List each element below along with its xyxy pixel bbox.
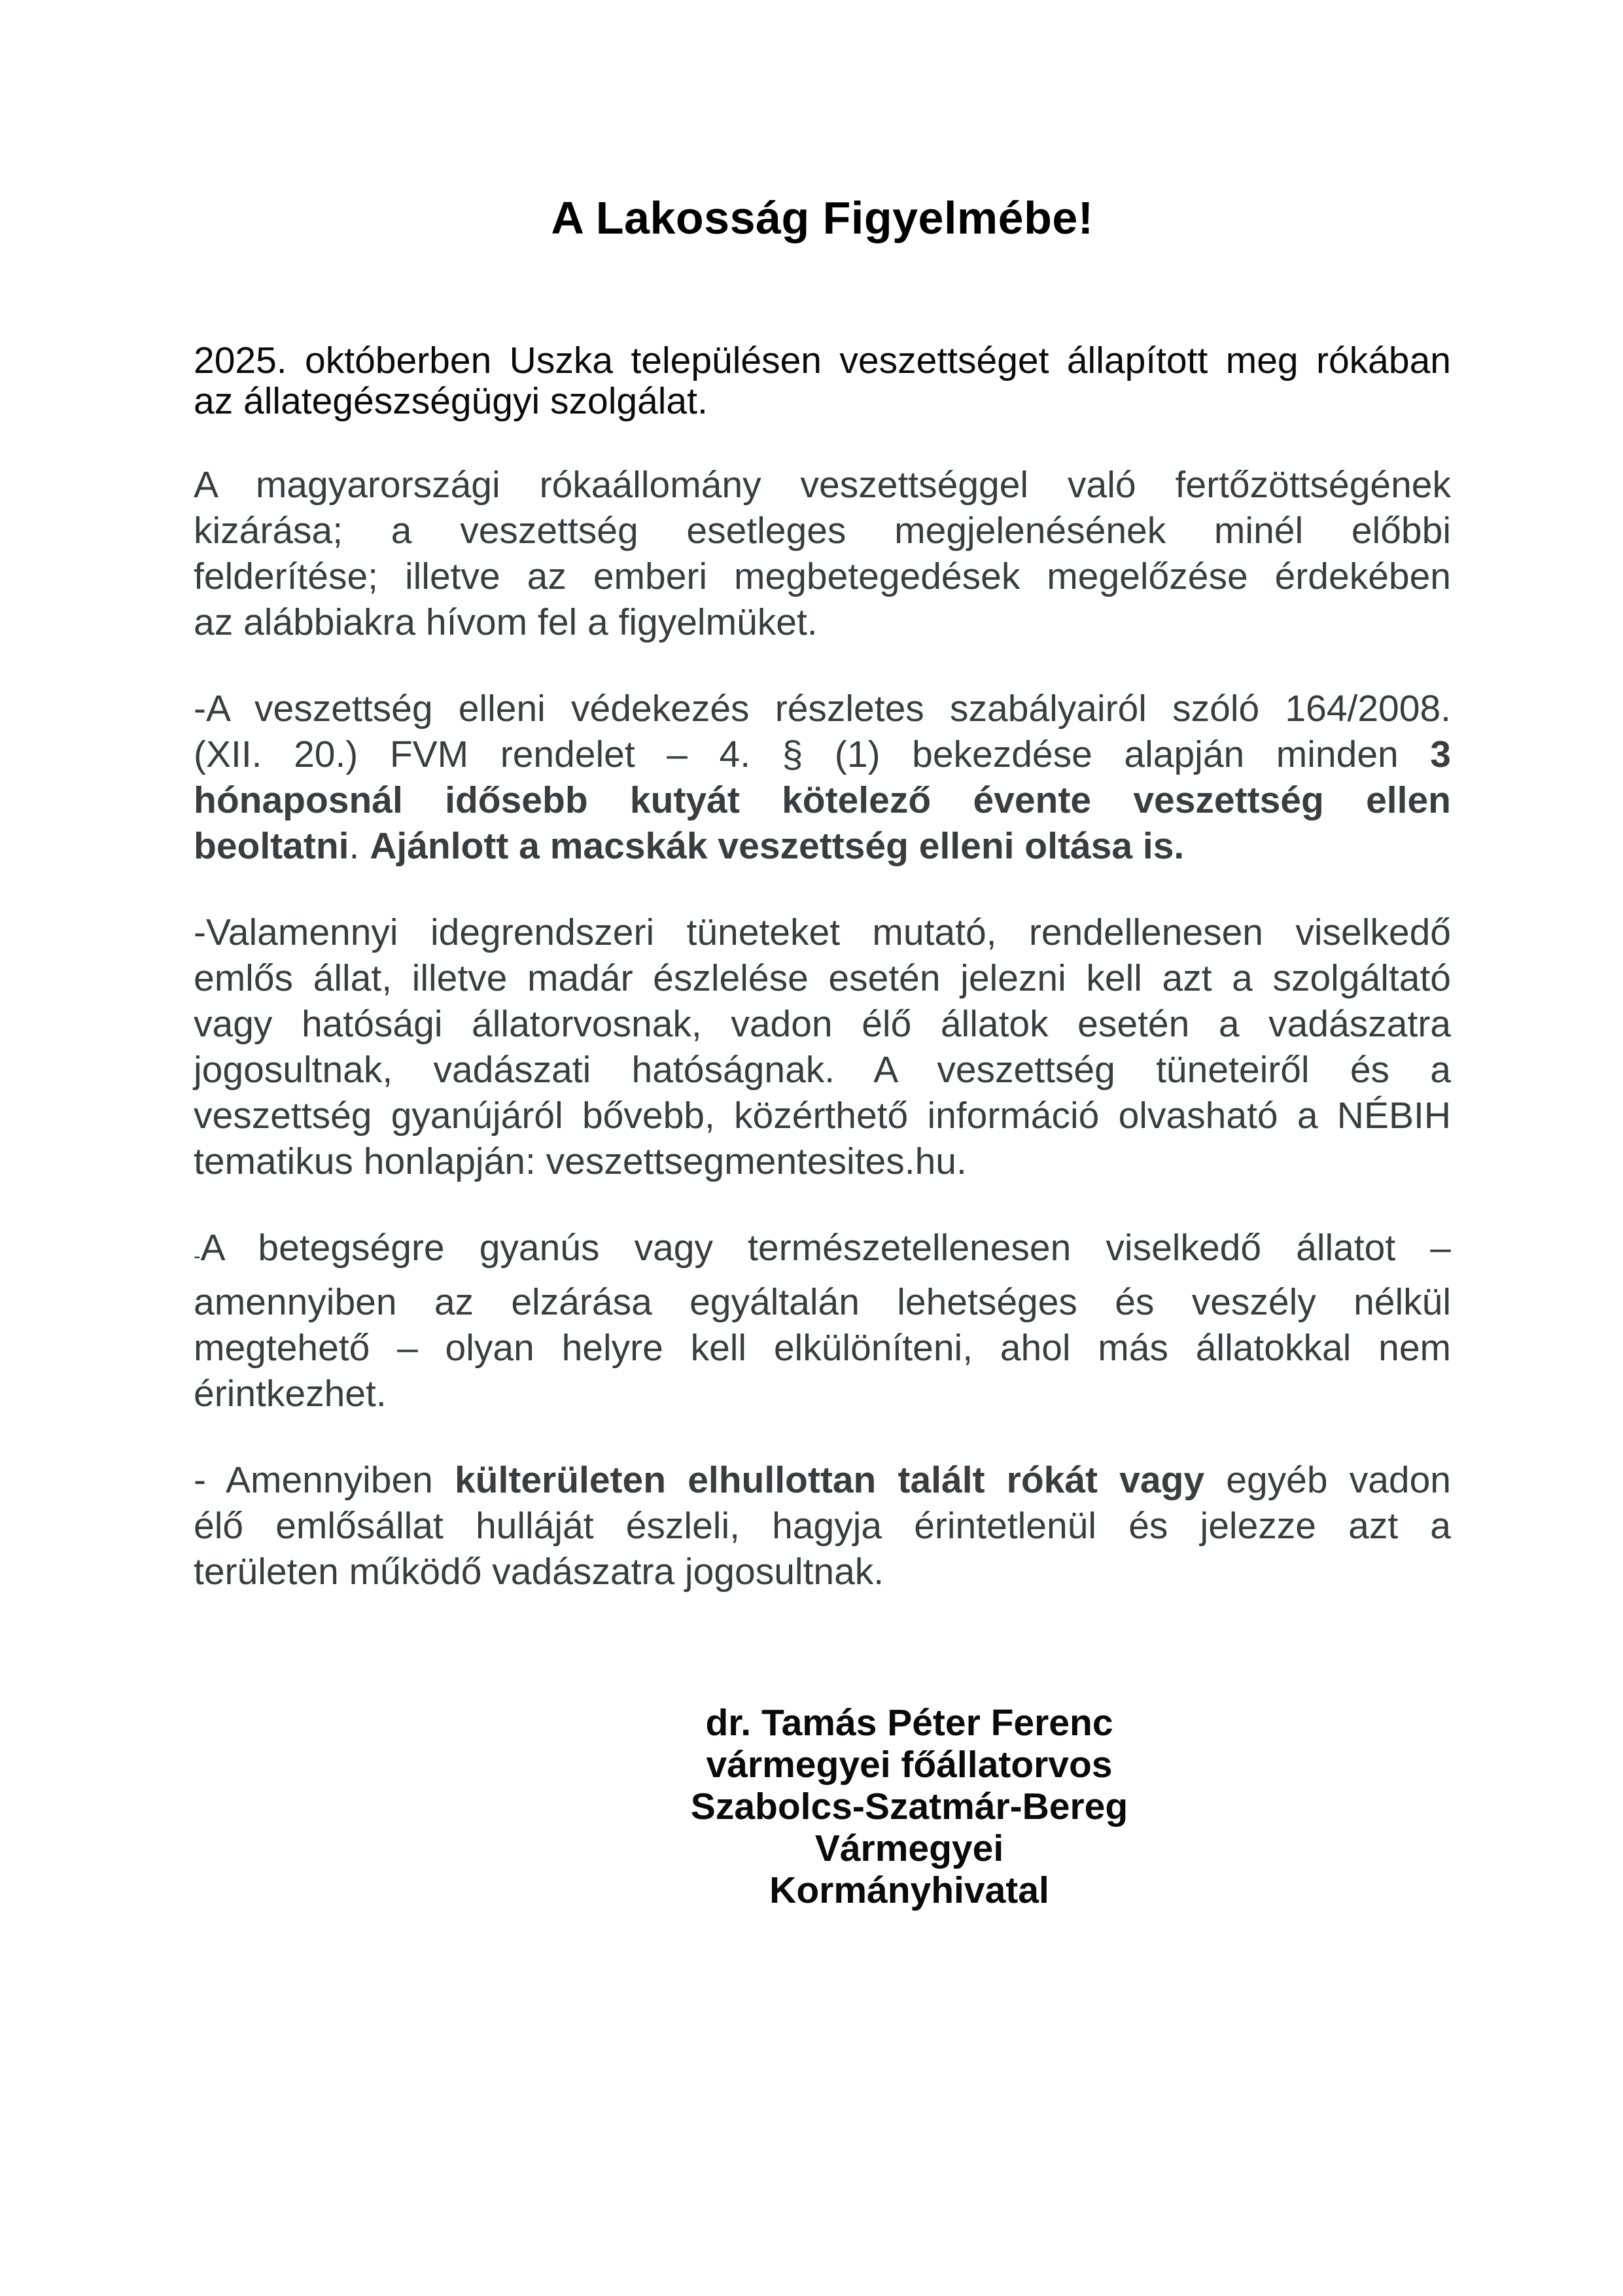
text-run: vagy hatósági állatorvosnak, vadon élő állatok esetén a vadászatra xyxy=(194,1003,1451,1045)
text-line xyxy=(194,1225,1451,1279)
text-run: (XII. 20.) FVM rendelet – 4. § (1) bekezdése alapján minden xyxy=(194,733,1431,775)
text-run: kizárása; a veszettség esetleges megjelenésének minél előbbi xyxy=(194,510,1451,552)
text-line xyxy=(194,1139,1451,1184)
text-run: A betegségre gyanús vagy természetellenesen viselkedő állatot – xyxy=(200,1227,1451,1269)
text-line xyxy=(194,1001,1451,1047)
text-line xyxy=(194,1503,1451,1549)
text-run: élő emlősállat hulláját észleli, hagyja érintetlenül és jelezze azt a xyxy=(194,1504,1451,1547)
text-run: felderítése; illetve az emberi megbetegedések megelőzése érdekében xyxy=(194,556,1451,597)
text-line xyxy=(194,1371,1451,1417)
text-run: - Amennyiben xyxy=(194,1458,455,1501)
signature-office-name: Kormányhivatal xyxy=(769,1869,1049,1911)
bold-text-run: hónaposnál idősebb kutyát kötelező évente veszettség ellen xyxy=(194,779,1451,821)
bold-text-run: 3 xyxy=(1430,733,1451,775)
text-run: jogosultnak, vadászati hatóságnak. A veszettség tüneteiről és a xyxy=(194,1049,1451,1091)
document-title: A Lakosság Figyelmébe! xyxy=(551,192,1094,243)
text-line xyxy=(194,1279,1451,1325)
text-run: területen működő vadászatra jogosultnak. xyxy=(194,1550,884,1593)
text-line xyxy=(194,381,1451,421)
text-line xyxy=(194,508,1451,554)
text-run: -Valamennyi idegrendszeri tüneteket mutató, rendellenesen viselkedő xyxy=(194,911,1451,953)
text-line xyxy=(194,686,1451,732)
text-run: az alábbiakra hívom fel a figyelmüket. xyxy=(194,601,818,643)
text-line xyxy=(194,1047,1451,1093)
paragraph-purpose xyxy=(194,462,1451,645)
text-line xyxy=(194,732,1451,777)
paragraph-carcass-notice xyxy=(194,1457,1451,1595)
paragraph-reporting xyxy=(194,910,1451,1184)
text-line xyxy=(194,554,1451,599)
document-content xyxy=(194,0,1451,1911)
text-run: egyéb vadon xyxy=(1204,1458,1451,1501)
paragraph-isolation xyxy=(194,1225,1451,1417)
signature-role: vármegyei főállatorvos xyxy=(706,1743,1113,1786)
text-line xyxy=(194,777,1451,823)
text-run: az állategészségügyi szolgálat. xyxy=(194,380,708,422)
text-run: . xyxy=(349,825,370,867)
text-run: A magyarországi rókaállomány veszettséggel való fertőzöttségének xyxy=(194,464,1451,506)
text-run: amennyiben az elzárása egyáltalán lehetséges és veszély nélkül xyxy=(194,1280,1451,1323)
text-line xyxy=(194,340,1451,381)
signature-office-line: Szabolcs-Szatmár-Bereg Vármegyei xyxy=(690,1785,1128,1869)
text-line xyxy=(194,599,1451,645)
text-run: tematikus honlapján: veszettsegmentesites.hu. xyxy=(194,1140,967,1182)
bold-text-run: Ajánlott a macskák veszettség elleni oltása is. xyxy=(370,825,1185,867)
bold-text-run: külterületen elhullottan talált rókát vagy xyxy=(454,1458,1205,1501)
text-line xyxy=(194,1457,1451,1503)
text-line xyxy=(194,1549,1451,1595)
text-line xyxy=(194,955,1451,1001)
text-run: megtehető – olyan helyre kell elkülöníteni, ahol más állatokkal nem xyxy=(194,1326,1451,1369)
text-line xyxy=(194,823,1451,869)
text-line xyxy=(194,462,1451,508)
text-line xyxy=(194,1093,1451,1139)
text-run: emlős állat, illetve madár észlelése esetén jelezni kell azt a szolgáltató xyxy=(194,957,1451,999)
text-run: - xyxy=(194,1244,201,1267)
text-run: -A veszettség elleni védekezés részletes szabályairól szóló 164/2008. xyxy=(194,688,1451,730)
text-line xyxy=(194,1325,1451,1371)
text-run: 2025. októberben Uszka településen veszettséget állapított meg rókában xyxy=(194,340,1451,381)
paragraph-announcement xyxy=(194,340,1451,421)
signature-name: dr. Tamás Péter Ferenc xyxy=(705,1701,1113,1744)
signature-block xyxy=(604,1702,1214,1911)
paragraph-vaccination-rule xyxy=(194,686,1451,869)
text-run: veszettség gyanújáról bővebb, közérthető információ olvasható a NÉBIH xyxy=(194,1095,1451,1137)
text-run: érintkezhet. xyxy=(194,1372,387,1415)
bold-text-run: beoltatni xyxy=(194,825,349,867)
text-line xyxy=(194,910,1451,955)
